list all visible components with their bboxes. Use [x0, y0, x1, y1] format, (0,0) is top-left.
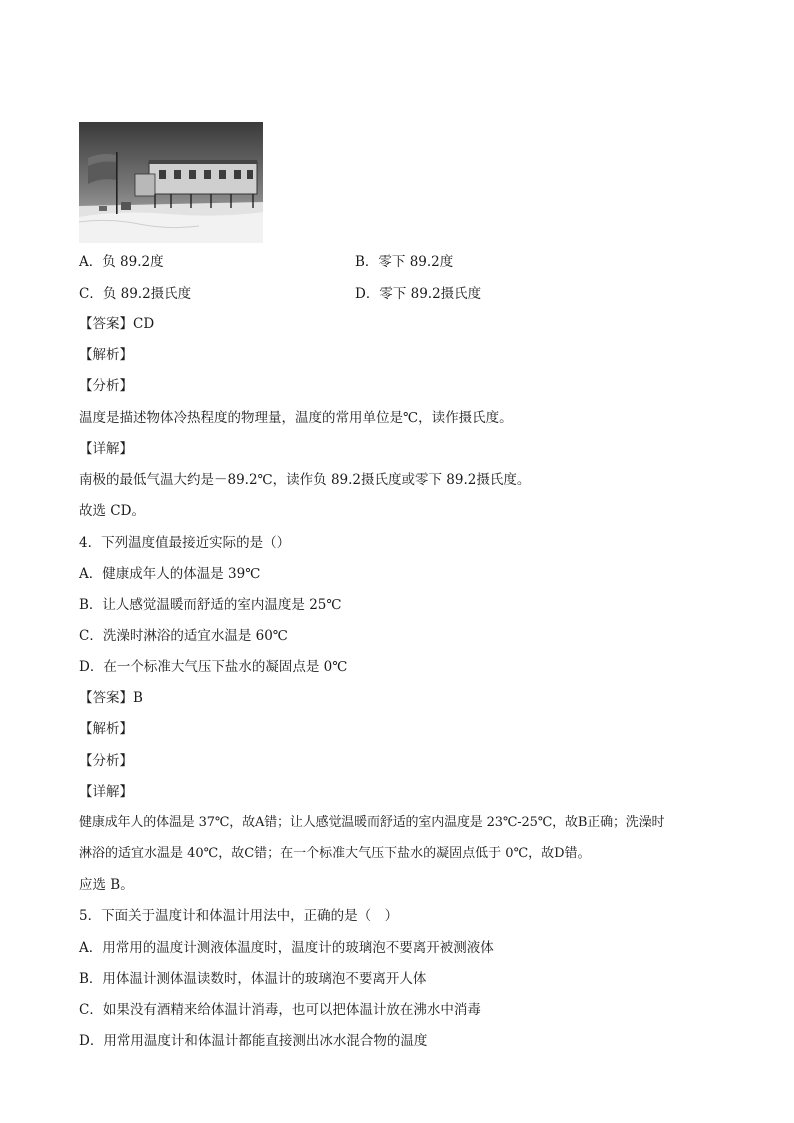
- q5-option-c: C．如果没有酒精来给体温计消毒，也可以把体温计放在沸水中消毒: [79, 1002, 481, 1018]
- q4-fenxi-heading: 【分析】: [79, 753, 133, 769]
- q4-option-c: C．洗澡时淋浴的适宜水温是 60℃: [79, 628, 288, 644]
- q3-option-a: A．负 89.2度: [79, 254, 164, 270]
- q4-stem: 4．下列温度值最接近实际的是（）: [79, 535, 291, 551]
- q3-option-c: C．负 89.2摄氏度: [79, 286, 192, 302]
- q3-option-d: D．零下 89.2摄氏度: [355, 286, 482, 302]
- q3-fenxi-heading: 【分析】: [79, 378, 133, 394]
- q4-analysis-heading: 【解析】: [79, 721, 133, 737]
- q3-detail-text: 南极的最低气温大约是－89.2℃，读作负 89.2摄氏度或零下 89.2摄氏度。: [79, 472, 531, 488]
- q3-fenxi-text: 温度是描述物体冷热程度的物理量，温度的常用单位是℃，读作摄氏度。: [79, 410, 513, 426]
- q4-answer: 【答案】B: [79, 690, 143, 706]
- q3-detail-heading: 【详解】: [79, 441, 133, 457]
- q4-option-b: B．让人感觉温暖而舒适的室内温度是 25℃: [79, 597, 342, 613]
- q4-detail-line-2: 淋浴的适宜水温是 40℃，故C错；在一个标准大气压下盐水的凝固点低于 0℃，故D错。: [79, 846, 591, 861]
- q5-option-d: D．用常用温度计和体温计都能直接测出冰水混合物的温度: [79, 1033, 428, 1049]
- q5-option-b: B．用体温计测体温读数时，体温计的玻璃泡不要离开人体: [79, 971, 427, 987]
- q4-detail-heading: 【详解】: [79, 784, 133, 800]
- q3-answer: 【答案】CD: [79, 316, 155, 332]
- q5-stem: 5．下面关于温度计和体温计用法中，正确的是（ ）: [79, 908, 399, 924]
- q5-option-a: A．用常用的温度计测液体温度时，温度计的玻璃泡不要离开被测液体: [79, 940, 494, 956]
- antarctic-station-photo: [79, 122, 263, 243]
- q3-analysis-heading: 【解析】: [79, 347, 133, 363]
- q4-detail-line-1: 健康成年人的体温是 37℃，故A错；让人感觉温暖而舒适的室内温度是 23℃-25℃，故B正确；洗澡时: [79, 815, 665, 830]
- q3-conclusion: 故选 CD。: [79, 503, 145, 519]
- q4-option-d: D．在一个标准大气压下盐水的凝固点是 0℃: [79, 659, 348, 675]
- q3-option-b: B．零下 89.2度: [355, 254, 454, 270]
- q4-conclusion: 应选 B。: [79, 877, 134, 893]
- q4-option-a: A．健康成年人的体温是 39℃: [79, 566, 261, 582]
